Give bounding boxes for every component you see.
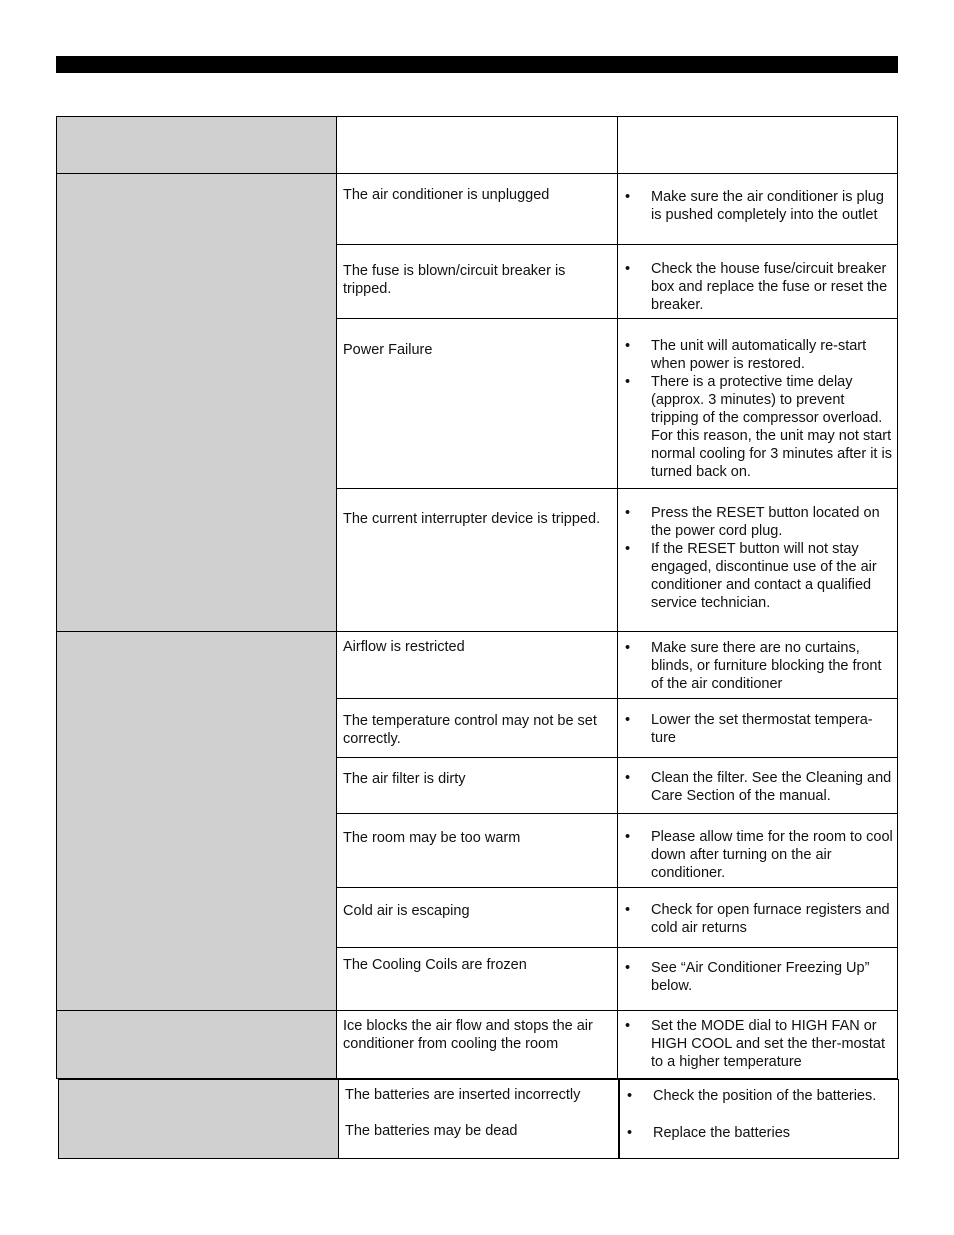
cause-text: The air conditioner is unplugged: [343, 187, 550, 203]
cause-cell: [336, 698, 618, 758]
solution-cell: [617, 631, 898, 699]
bullet-icon: •: [625, 902, 631, 918]
cause-text: The batteries are inserted incorrectly: [345, 1087, 581, 1103]
cause-cell: [336, 488, 618, 632]
solution-cell: [617, 244, 898, 319]
cause-text: Power Failure: [343, 342, 433, 358]
bullet-icon: •: [625, 640, 631, 656]
solution-cell: [617, 488, 898, 632]
cause-text: The air filter is dirty: [343, 771, 466, 787]
solution-item: • See “Air Conditioner Freezing Up” below.: [625, 960, 870, 994]
cause-text: The Cooling Coils are frozen: [343, 957, 527, 973]
bullet-icon: •: [625, 712, 631, 728]
bullet-icon: •: [625, 189, 631, 205]
bullet-icon: •: [625, 829, 631, 845]
solution-cell: [617, 698, 898, 758]
solution-item: • The unit will automatically re-start when power is restored.: [625, 338, 867, 372]
cause-cell: [336, 1010, 618, 1079]
header-cause-cell: [336, 116, 618, 174]
cause-cell: [336, 947, 618, 1011]
solution-item: • Set the MODE dial to HIGH FAN or HIGH COOL and set the ther-mostat to a higher temperature: [625, 1018, 885, 1070]
bullet-icon: •: [625, 960, 631, 976]
solution-cell: [617, 757, 898, 814]
solution-item: • There is a protective time delay (approx. 3 minutes) to prevent tripping of the compressor overload. For this reason, the unit may not start normal cooling for 3 minutes after it is turned back on.: [625, 374, 892, 480]
bullet-icon: •: [625, 541, 631, 557]
header-problem-cell: [56, 116, 337, 174]
cause-text: The temperature control may not be set correctly.: [343, 713, 597, 747]
solution-item: • Press the RESET button located on the power cord plug.: [625, 505, 880, 539]
cause-cell: [336, 244, 618, 319]
cause-cell: [338, 1079, 619, 1159]
bullet-icon: •: [625, 505, 631, 521]
cause-cell: [336, 631, 618, 699]
bullet-icon: •: [625, 261, 631, 277]
solution-item: • Make sure the air conditioner is plug is pushed completely into the outlet: [625, 189, 884, 223]
solution-item: • Check the position of the batteries.: [627, 1088, 877, 1104]
problem-cell-1: [56, 173, 337, 632]
cause-text: The room may be too warm: [343, 830, 521, 846]
bullet-icon: •: [627, 1125, 633, 1141]
bullet-icon: •: [625, 770, 631, 786]
solution-cell: [617, 813, 898, 888]
cause-text: Airflow is restricted: [343, 639, 465, 655]
bullet-icon: •: [625, 338, 631, 354]
cause-cell: [336, 173, 618, 245]
cause-text: The fuse is blown/circuit breaker is tripped.: [343, 263, 566, 297]
problem-cell-4: [58, 1079, 339, 1159]
solution-cell: [617, 887, 898, 948]
cause-cell: [336, 887, 618, 948]
solution-cell: [619, 1079, 899, 1159]
solution-cell: [617, 173, 898, 245]
solution-item: • Clean the filter. See the Cleaning and Care Section of the manual.: [625, 770, 892, 804]
solution-cell: [617, 947, 898, 1011]
cause-text: Cold air is escaping: [343, 903, 470, 919]
solution-item: • Please allow time for the room to cool down after turning on the air conditioner.: [625, 829, 893, 881]
solution-item: • Lower the set thermostat tempera-ture: [625, 712, 873, 746]
problem-cell-2: [56, 631, 337, 1011]
solution-item: • Replace the batteries: [627, 1125, 791, 1141]
problem-cell-3: [56, 1010, 337, 1079]
header-solution-cell: [617, 116, 898, 174]
bullet-icon: •: [627, 1088, 633, 1104]
solution-item: • Check the house fuse/circuit breaker box and replace the fuse or reset the breaker.: [625, 261, 888, 313]
cause-cell: [336, 757, 618, 814]
bullet-icon: •: [625, 374, 631, 390]
solution-item: • If the RESET button will not stay engaged, discontinue use of the air conditioner and contact a qualified service technician.: [625, 541, 877, 611]
cause-text: The current interrupter device is tripped.: [343, 511, 601, 527]
cause-cell: [336, 813, 618, 888]
solution-item: • Make sure there are no curtains, blinds, or furniture blocking the front of the air conditioner: [625, 640, 882, 692]
solution-item: • Check for open furnace registers and cold air returns: [625, 902, 890, 936]
solution-cell: [617, 318, 898, 489]
cause-cell: [336, 318, 618, 489]
cause-text: Ice blocks the air flow and stops the air conditioner from cooling the room: [343, 1018, 593, 1052]
cause-text: The batteries may be dead: [345, 1123, 518, 1139]
section-title-bar: [56, 56, 898, 73]
bullet-icon: •: [625, 1018, 631, 1034]
solution-cell: [617, 1010, 898, 1079]
